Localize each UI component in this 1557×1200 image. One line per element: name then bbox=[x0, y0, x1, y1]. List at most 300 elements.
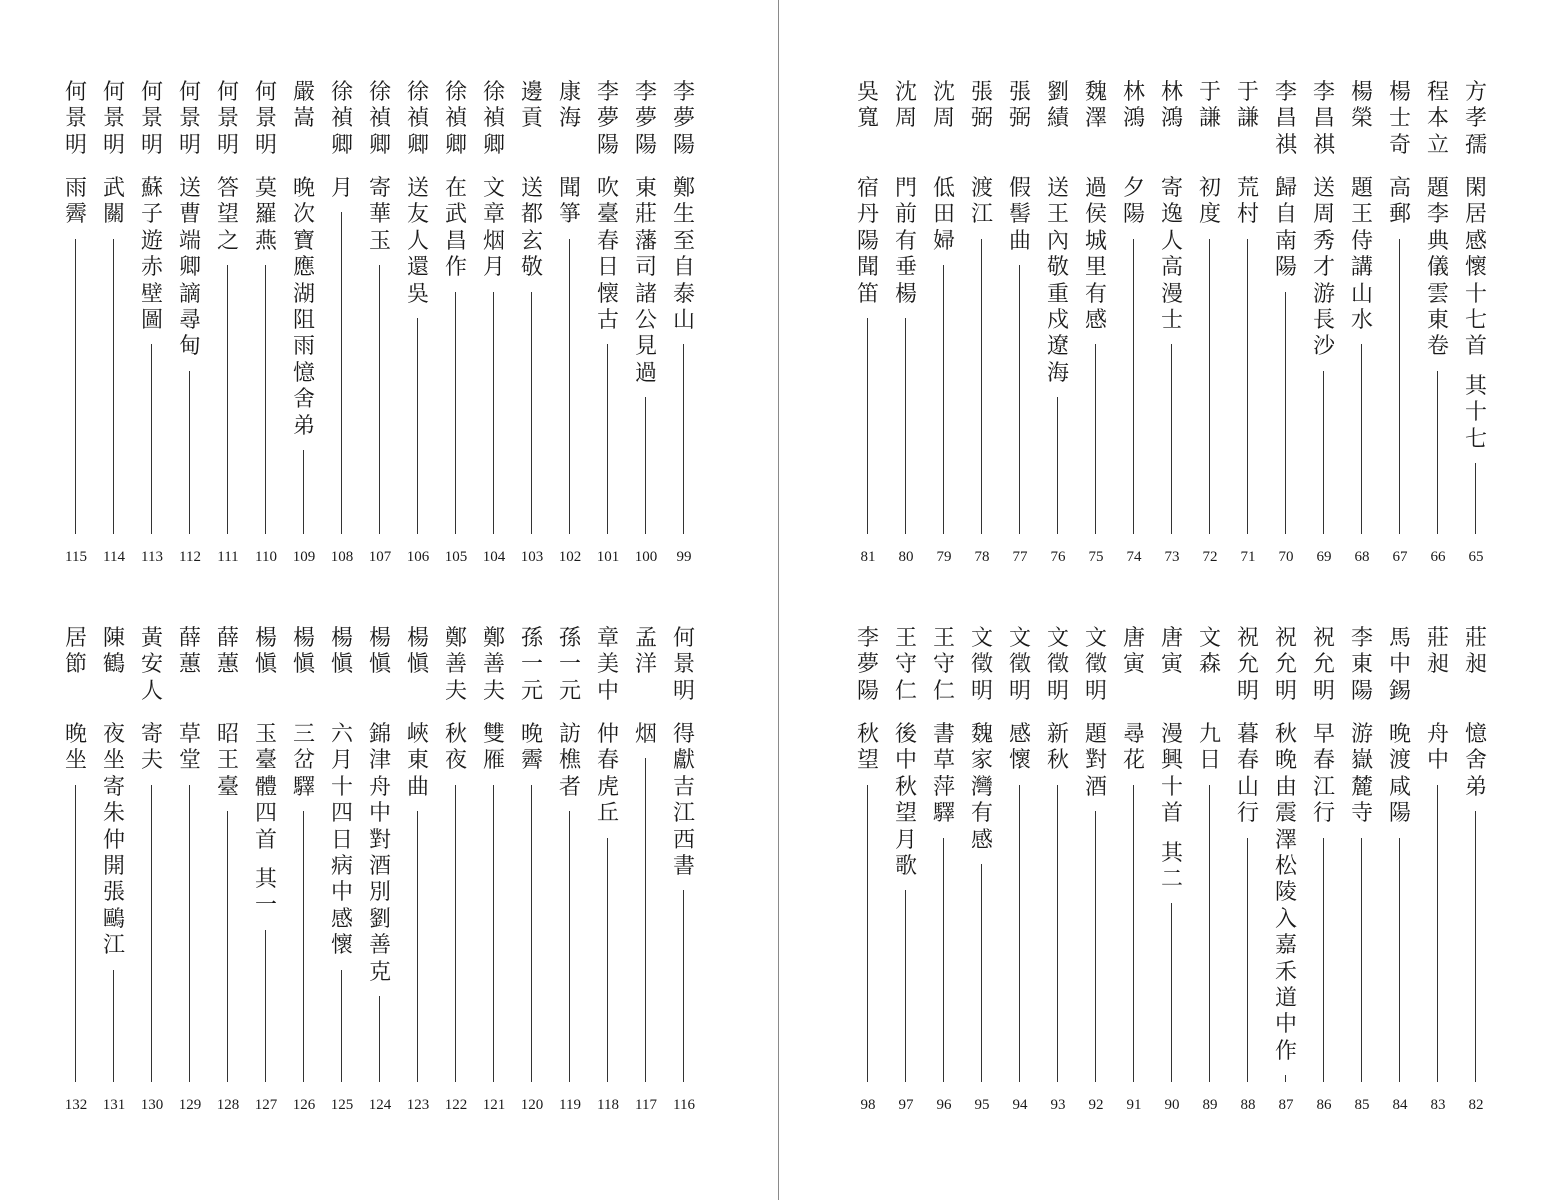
entry-title: 新 秋 bbox=[1046, 722, 1069, 774]
leader-line bbox=[1475, 811, 1476, 1082]
entry-number: 107 bbox=[368, 549, 392, 565]
entry-title: 秋 晚 由 震 澤 松 陵 入 嘉 禾 道 中 作 bbox=[1274, 722, 1297, 1064]
entry-title: 莫 羅 燕 bbox=[254, 176, 277, 254]
entry-number: 69 bbox=[1316, 549, 1332, 565]
entry-author: 楊 士 奇 bbox=[1388, 80, 1411, 158]
leader-line bbox=[417, 318, 418, 534]
entry-number: 131 bbox=[102, 1097, 126, 1113]
entry-author: 鄭 善 夫 bbox=[444, 626, 467, 704]
entry-author: 馬 中 錫 bbox=[1388, 626, 1411, 704]
leader-line bbox=[227, 811, 228, 1082]
entry-author: 沈 周 bbox=[932, 80, 955, 132]
entry-author: 莊 昶 bbox=[1426, 626, 1449, 678]
entry-number: 126 bbox=[292, 1097, 316, 1113]
entry-author: 黃 安 人 bbox=[140, 626, 163, 704]
entry-author: 何 景 明 bbox=[216, 80, 239, 158]
entry-number: 129 bbox=[178, 1097, 202, 1113]
leader-line bbox=[1247, 838, 1248, 1082]
toc-entry bbox=[927, 80, 961, 572]
toc-entry bbox=[59, 80, 93, 572]
leader-line bbox=[683, 890, 684, 1082]
entry-title: 送 友 人 還 吳 bbox=[406, 176, 429, 307]
entry-number: 67 bbox=[1392, 549, 1408, 565]
entry-title: 題 王 侍 講 山 水 bbox=[1350, 176, 1373, 333]
leader-line bbox=[455, 292, 456, 534]
leader-line bbox=[341, 212, 342, 534]
entry-number: 118 bbox=[597, 1097, 619, 1113]
entry-author: 祝 允 明 bbox=[1274, 626, 1297, 704]
leader-line bbox=[113, 239, 114, 534]
entry-title: 暮 春 山 行 bbox=[1236, 722, 1259, 827]
toc-entry bbox=[439, 626, 473, 1120]
entry-number: 93 bbox=[1050, 1097, 1066, 1113]
entry-title: 晚 坐 bbox=[64, 722, 87, 774]
leader-line bbox=[417, 811, 418, 1082]
toc-entry bbox=[1041, 626, 1075, 1120]
entry-author: 李 東 陽 bbox=[1350, 626, 1373, 704]
toc-entry bbox=[1193, 80, 1227, 572]
entry-author: 陳 鶴 bbox=[102, 626, 125, 678]
entry-title: 仲 春 虎 丘 bbox=[596, 722, 619, 827]
entry-author: 嚴 嵩 bbox=[292, 80, 315, 132]
toc-entry bbox=[553, 80, 587, 572]
entry-title: 草 堂 bbox=[178, 722, 201, 774]
leader-line bbox=[75, 785, 76, 1082]
toc-entry bbox=[1117, 626, 1151, 1120]
entry-number: 113 bbox=[141, 549, 163, 565]
entry-author: 李 夢 陽 bbox=[672, 80, 695, 158]
leader-line bbox=[1323, 371, 1324, 534]
entry-title: 高 郵 bbox=[1388, 176, 1411, 228]
toc-entry bbox=[363, 626, 397, 1120]
leader-line bbox=[113, 970, 114, 1082]
leader-line bbox=[1133, 239, 1134, 534]
leader-line bbox=[683, 344, 684, 534]
entry-number: 120 bbox=[520, 1097, 544, 1113]
entry-title: 漫 興 十 首 其 二 bbox=[1160, 722, 1183, 892]
toc-entry bbox=[851, 80, 885, 572]
entry-author: 沈 周 bbox=[894, 80, 917, 132]
entry-author: 張 弼 bbox=[970, 80, 993, 132]
toc-entry bbox=[1155, 626, 1189, 1120]
entry-title: 感 懷 bbox=[1008, 722, 1031, 774]
entry-number: 106 bbox=[406, 549, 430, 565]
entry-title: 鄭 生 至 自 泰 山 bbox=[672, 176, 695, 333]
entry-author: 祝 允 明 bbox=[1236, 626, 1259, 704]
entry-title: 吹 臺 春 日 懐 古 bbox=[596, 176, 619, 333]
toc-entry bbox=[1307, 80, 1341, 572]
entry-author: 孫 一 元 bbox=[520, 626, 543, 704]
toc-entry bbox=[1231, 626, 1265, 1120]
leader-line bbox=[1399, 838, 1400, 1082]
entry-author: 李 夢 陽 bbox=[596, 80, 619, 158]
entry-author: 唐 寅 bbox=[1160, 626, 1183, 678]
entry-title: 閑 居 感 懷 十 七 首 其 十 七 bbox=[1464, 176, 1487, 452]
entry-title: 昭 王 臺 bbox=[216, 722, 239, 800]
leader-line bbox=[75, 239, 76, 534]
entry-number: 100 bbox=[634, 549, 658, 565]
toc-entry bbox=[1345, 626, 1379, 1120]
leader-line bbox=[1437, 785, 1438, 1082]
toc-entry bbox=[1421, 626, 1455, 1120]
entry-author: 文 徵 明 bbox=[1008, 626, 1031, 704]
entry-author: 楊 榮 bbox=[1350, 80, 1373, 132]
entry-author: 楊 愼 bbox=[254, 626, 277, 678]
entry-author: 林 鴻 bbox=[1122, 80, 1145, 132]
entry-number: 109 bbox=[292, 549, 316, 565]
entry-number: 68 bbox=[1354, 549, 1370, 565]
entry-number: 94 bbox=[1012, 1097, 1028, 1113]
toc-entry bbox=[97, 626, 131, 1120]
entry-author: 祝 允 明 bbox=[1312, 626, 1335, 704]
leader-line bbox=[1475, 463, 1476, 534]
toc-entry bbox=[629, 80, 663, 572]
leader-line bbox=[1133, 785, 1134, 1082]
entry-author: 李 夢 陽 bbox=[856, 626, 879, 704]
leader-line bbox=[303, 450, 304, 534]
entry-title: 書 草 萍 驛 bbox=[932, 722, 955, 827]
entry-number: 98 bbox=[860, 1097, 876, 1113]
leader-line bbox=[1247, 239, 1248, 534]
leader-line bbox=[1399, 239, 1400, 534]
entry-number: 74 bbox=[1126, 549, 1142, 565]
entry-title: 送 王 內 敬 重 戍 遼 海 bbox=[1046, 176, 1069, 386]
toc-entry bbox=[1269, 80, 1303, 572]
entry-author: 徐 禎 卿 bbox=[482, 80, 505, 158]
entry-author: 楊 愼 bbox=[368, 626, 391, 678]
leader-line bbox=[645, 397, 646, 534]
toc-entry bbox=[1459, 80, 1493, 572]
entry-number: 86 bbox=[1316, 1097, 1332, 1113]
leader-line bbox=[905, 890, 906, 1082]
toc-entry bbox=[173, 80, 207, 572]
toc-entry bbox=[965, 80, 999, 572]
toc-entry bbox=[1459, 626, 1493, 1120]
entry-number: 115 bbox=[65, 549, 87, 565]
toc-entry bbox=[59, 626, 93, 1120]
leader-line bbox=[645, 758, 646, 1082]
leader-line bbox=[1057, 785, 1058, 1082]
entry-author: 于 謙 bbox=[1198, 80, 1221, 132]
entry-number: 72 bbox=[1202, 549, 1218, 565]
toc-entry bbox=[325, 626, 359, 1120]
entry-number: 121 bbox=[482, 1097, 506, 1113]
entry-title: 送 周 秀 才 游 長 沙 bbox=[1312, 176, 1335, 360]
entry-title: 錦 津 舟 中 對 酒 別 劉 善 克 bbox=[368, 722, 391, 985]
entry-number: 65 bbox=[1468, 549, 1484, 565]
entry-title: 峽 東 曲 bbox=[406, 722, 429, 800]
entry-author: 何 景 明 bbox=[672, 626, 695, 704]
entry-number: 96 bbox=[936, 1097, 952, 1113]
leader-line bbox=[1019, 265, 1020, 534]
entry-title: 東 莊 藩 司 諸 公 見 過 bbox=[634, 176, 657, 386]
toc-entry bbox=[211, 80, 245, 572]
entry-number: 128 bbox=[216, 1097, 240, 1113]
entry-number: 81 bbox=[860, 549, 876, 565]
toc-entry bbox=[439, 80, 473, 572]
leader-line bbox=[531, 785, 532, 1082]
entry-number: 124 bbox=[368, 1097, 392, 1113]
entry-author: 徐 禎 卿 bbox=[330, 80, 353, 158]
entry-author: 文 徵 明 bbox=[970, 626, 993, 704]
entry-title: 憶 舍 弟 bbox=[1464, 722, 1487, 800]
entry-author: 王 守 仁 bbox=[894, 626, 917, 704]
toc-entry bbox=[889, 80, 923, 572]
toc-entry bbox=[135, 80, 169, 572]
toc-entry bbox=[1345, 80, 1379, 572]
entry-title: 月 bbox=[330, 176, 353, 201]
entry-number: 87 bbox=[1278, 1097, 1294, 1113]
leader-line bbox=[981, 239, 982, 534]
entry-title: 歸 自 南 陽 bbox=[1274, 176, 1297, 281]
entry-title: 聞 箏 bbox=[558, 176, 581, 228]
entry-author: 李 昌 祺 bbox=[1274, 80, 1297, 158]
toc-entry bbox=[249, 626, 283, 1120]
entry-author: 吳 寬 bbox=[856, 80, 879, 132]
entry-number: 127 bbox=[254, 1097, 278, 1113]
toc-entry bbox=[135, 626, 169, 1120]
toc-entry bbox=[1117, 80, 1151, 572]
entry-number: 117 bbox=[635, 1097, 657, 1113]
entry-author: 文 森 bbox=[1198, 626, 1221, 678]
entry-title: 六 月 十 四 日 病 中 感 懷 bbox=[330, 722, 353, 959]
toc-entry bbox=[667, 626, 701, 1120]
leader-line bbox=[1209, 239, 1210, 534]
entry-title: 烟 bbox=[634, 722, 657, 747]
entry-title: 晚 次 寶 應 湖 阻 雨 憶 舍 弟 bbox=[292, 176, 315, 439]
leader-line bbox=[569, 811, 570, 1082]
leader-line bbox=[569, 239, 570, 534]
entry-author: 林 鴻 bbox=[1160, 80, 1183, 132]
entry-number: 84 bbox=[1392, 1097, 1408, 1113]
entry-number: 95 bbox=[974, 1097, 990, 1113]
entry-title: 魏 家 灣 有 感 bbox=[970, 722, 993, 853]
entry-title: 寄 逸 人 高 漫 士 bbox=[1160, 176, 1183, 333]
toc-entry bbox=[965, 626, 999, 1120]
toc-entry bbox=[1231, 80, 1265, 572]
entry-title: 尋 花 bbox=[1122, 722, 1145, 774]
entry-author: 薛 蕙 bbox=[178, 626, 201, 678]
entry-number: 114 bbox=[103, 549, 125, 565]
entry-title: 早 春 江 行 bbox=[1312, 722, 1335, 827]
toc-entry bbox=[1079, 626, 1113, 1120]
entry-author: 邊 貢 bbox=[520, 80, 543, 132]
entry-number: 116 bbox=[673, 1097, 695, 1113]
entry-title: 蘇 子 遊 赤 壁 圖 bbox=[140, 176, 163, 333]
toc-entry bbox=[1421, 80, 1455, 572]
entry-author: 莊 昶 bbox=[1464, 626, 1487, 678]
entry-number: 83 bbox=[1430, 1097, 1446, 1113]
entry-author: 何 景 明 bbox=[178, 80, 201, 158]
entry-title: 秋 夜 bbox=[444, 722, 467, 774]
leader-line bbox=[189, 371, 190, 534]
entry-number: 71 bbox=[1240, 549, 1256, 565]
entry-title: 晚 霽 bbox=[520, 722, 543, 774]
entry-title: 游 嶽 麓 寺 bbox=[1350, 722, 1373, 827]
entry-number: 85 bbox=[1354, 1097, 1370, 1113]
entry-number: 76 bbox=[1050, 549, 1066, 565]
leader-line bbox=[607, 344, 608, 534]
entry-title: 夕 陽 bbox=[1122, 176, 1145, 228]
leader-line bbox=[379, 265, 380, 534]
entry-author: 于 謙 bbox=[1236, 80, 1259, 132]
toc-entry bbox=[1307, 626, 1341, 1120]
toc-entry bbox=[515, 626, 549, 1120]
entry-number: 78 bbox=[974, 549, 990, 565]
entry-author: 文 徵 明 bbox=[1084, 626, 1107, 704]
entry-number: 102 bbox=[558, 549, 582, 565]
toc-entry bbox=[249, 80, 283, 572]
toc-entry bbox=[1155, 80, 1189, 572]
entry-title: 宿 丹 陽 聞 笛 bbox=[856, 176, 879, 307]
entry-title: 文 章 烟 月 bbox=[482, 176, 505, 281]
entry-title: 荒 村 bbox=[1236, 176, 1259, 228]
leader-line bbox=[1285, 292, 1286, 534]
toc-entry bbox=[889, 626, 923, 1120]
entry-author: 魏 澤 bbox=[1084, 80, 1107, 132]
leader-line bbox=[1437, 371, 1438, 534]
entry-title: 後 中 秋 望 月 歌 bbox=[894, 722, 917, 879]
entry-number: 97 bbox=[898, 1097, 914, 1113]
entry-author: 文 徵 明 bbox=[1046, 626, 1069, 704]
entry-title: 得 獻 吉 江 西 書 bbox=[672, 722, 695, 879]
entry-author: 何 景 明 bbox=[254, 80, 277, 158]
toc-entry bbox=[667, 80, 701, 572]
entry-number: 79 bbox=[936, 549, 952, 565]
toc-entry bbox=[477, 80, 511, 572]
entry-number: 125 bbox=[330, 1097, 354, 1113]
entry-title: 送 曹 端 卿 謫 尋 甸 bbox=[178, 176, 201, 360]
leader-line bbox=[1285, 1075, 1286, 1082]
entry-title: 三 岔 驛 bbox=[292, 722, 315, 800]
entry-title: 秋 望 bbox=[856, 722, 879, 774]
leader-line bbox=[531, 292, 532, 534]
entry-title: 答 望 之 bbox=[216, 176, 239, 254]
entry-number: 119 bbox=[559, 1097, 581, 1113]
entry-author: 徐 禎 卿 bbox=[444, 80, 467, 158]
entry-number: 122 bbox=[444, 1097, 468, 1113]
entry-number: 132 bbox=[64, 1097, 88, 1113]
leader-line bbox=[227, 265, 228, 534]
toc-entry bbox=[1383, 80, 1417, 572]
entry-number: 123 bbox=[406, 1097, 430, 1113]
entry-author: 薛 蕙 bbox=[216, 626, 239, 678]
entry-author: 徐 禎 卿 bbox=[406, 80, 429, 158]
toc-entry bbox=[477, 626, 511, 1120]
entry-number: 101 bbox=[596, 549, 620, 565]
entry-title: 在 武 昌 作 bbox=[444, 176, 467, 281]
entry-number: 90 bbox=[1164, 1097, 1180, 1113]
toc-entry bbox=[591, 80, 625, 572]
entry-author: 王 守 仁 bbox=[932, 626, 955, 704]
entry-title: 渡 江 bbox=[970, 176, 993, 228]
leader-line bbox=[151, 344, 152, 534]
entry-author: 方 孝 孺 bbox=[1464, 80, 1487, 158]
entry-author: 何 景 明 bbox=[102, 80, 125, 158]
toc-entry bbox=[1269, 626, 1303, 1120]
entry-author: 章 美 中 bbox=[596, 626, 619, 704]
entry-title: 假 髻 曲 bbox=[1008, 176, 1031, 254]
entry-author: 張 弼 bbox=[1008, 80, 1031, 132]
entry-author: 鄭 善 夫 bbox=[482, 626, 505, 704]
leader-line bbox=[905, 318, 906, 534]
entry-title: 夜 坐 寄 朱 仲 開 張 鷗 江 bbox=[102, 722, 125, 959]
entry-author: 唐 寅 bbox=[1122, 626, 1145, 678]
entry-number: 66 bbox=[1430, 549, 1446, 565]
entry-title: 門 前 有 垂 楊 bbox=[894, 176, 917, 307]
entry-title: 舟 中 bbox=[1426, 722, 1449, 774]
toc-entry bbox=[363, 80, 397, 572]
toc-entry bbox=[401, 80, 435, 572]
entry-author: 楊 愼 bbox=[292, 626, 315, 678]
entry-title: 晚 渡 咸 陽 bbox=[1388, 722, 1411, 827]
leader-line bbox=[1361, 838, 1362, 1082]
leader-line bbox=[1361, 344, 1362, 534]
leader-line bbox=[379, 996, 380, 1082]
toc-entry bbox=[515, 80, 549, 572]
entry-author: 楊 愼 bbox=[406, 626, 429, 678]
toc-entry bbox=[173, 626, 207, 1120]
entry-number: 91 bbox=[1126, 1097, 1142, 1113]
entry-number: 70 bbox=[1278, 549, 1294, 565]
entry-title: 雨 霽 bbox=[64, 176, 87, 228]
leader-line bbox=[867, 785, 868, 1082]
entry-number: 99 bbox=[676, 549, 692, 565]
entry-number: 73 bbox=[1164, 549, 1180, 565]
leader-line bbox=[1019, 785, 1020, 1082]
left-page bbox=[0, 0, 778, 1200]
toc-entry bbox=[287, 80, 321, 572]
entry-title: 玉 臺 體 四 首 其 一 bbox=[254, 722, 277, 919]
toc-entry bbox=[591, 626, 625, 1120]
entry-title: 題 對 酒 bbox=[1084, 722, 1107, 800]
entry-author: 程 本 立 bbox=[1426, 80, 1449, 158]
entry-author: 居 節 bbox=[64, 626, 87, 678]
entry-title: 過 侯 城 里 有 感 bbox=[1084, 176, 1107, 333]
leader-line bbox=[607, 838, 608, 1082]
entry-number: 75 bbox=[1088, 549, 1104, 565]
entry-number: 103 bbox=[520, 549, 544, 565]
toc-entry bbox=[553, 626, 587, 1120]
entry-author: 李 昌 祺 bbox=[1312, 80, 1335, 158]
leader-line bbox=[493, 785, 494, 1082]
entry-number: 111 bbox=[217, 549, 239, 565]
leader-line bbox=[455, 785, 456, 1082]
leader-line bbox=[265, 265, 266, 534]
entry-number: 88 bbox=[1240, 1097, 1256, 1113]
leader-line bbox=[493, 292, 494, 534]
toc-entry bbox=[325, 80, 359, 572]
leader-line bbox=[1323, 838, 1324, 1082]
entry-number: 82 bbox=[1468, 1097, 1484, 1113]
leader-line bbox=[1095, 344, 1096, 534]
entry-author: 何 景 明 bbox=[140, 80, 163, 158]
leader-line bbox=[1171, 903, 1172, 1082]
entry-author: 康 海 bbox=[558, 80, 581, 132]
entry-title: 九 日 bbox=[1198, 722, 1221, 774]
entry-title: 訪 樵 者 bbox=[558, 722, 581, 800]
toc-entry bbox=[1383, 626, 1417, 1120]
entry-number: 108 bbox=[330, 549, 354, 565]
leader-line bbox=[189, 785, 190, 1082]
entry-number: 104 bbox=[482, 549, 506, 565]
leader-line bbox=[943, 838, 944, 1082]
toc-entry bbox=[1193, 626, 1227, 1120]
entry-number: 110 bbox=[255, 549, 277, 565]
leader-line bbox=[341, 970, 342, 1082]
toc-entry bbox=[211, 626, 245, 1120]
toc-entry bbox=[1003, 626, 1037, 1120]
